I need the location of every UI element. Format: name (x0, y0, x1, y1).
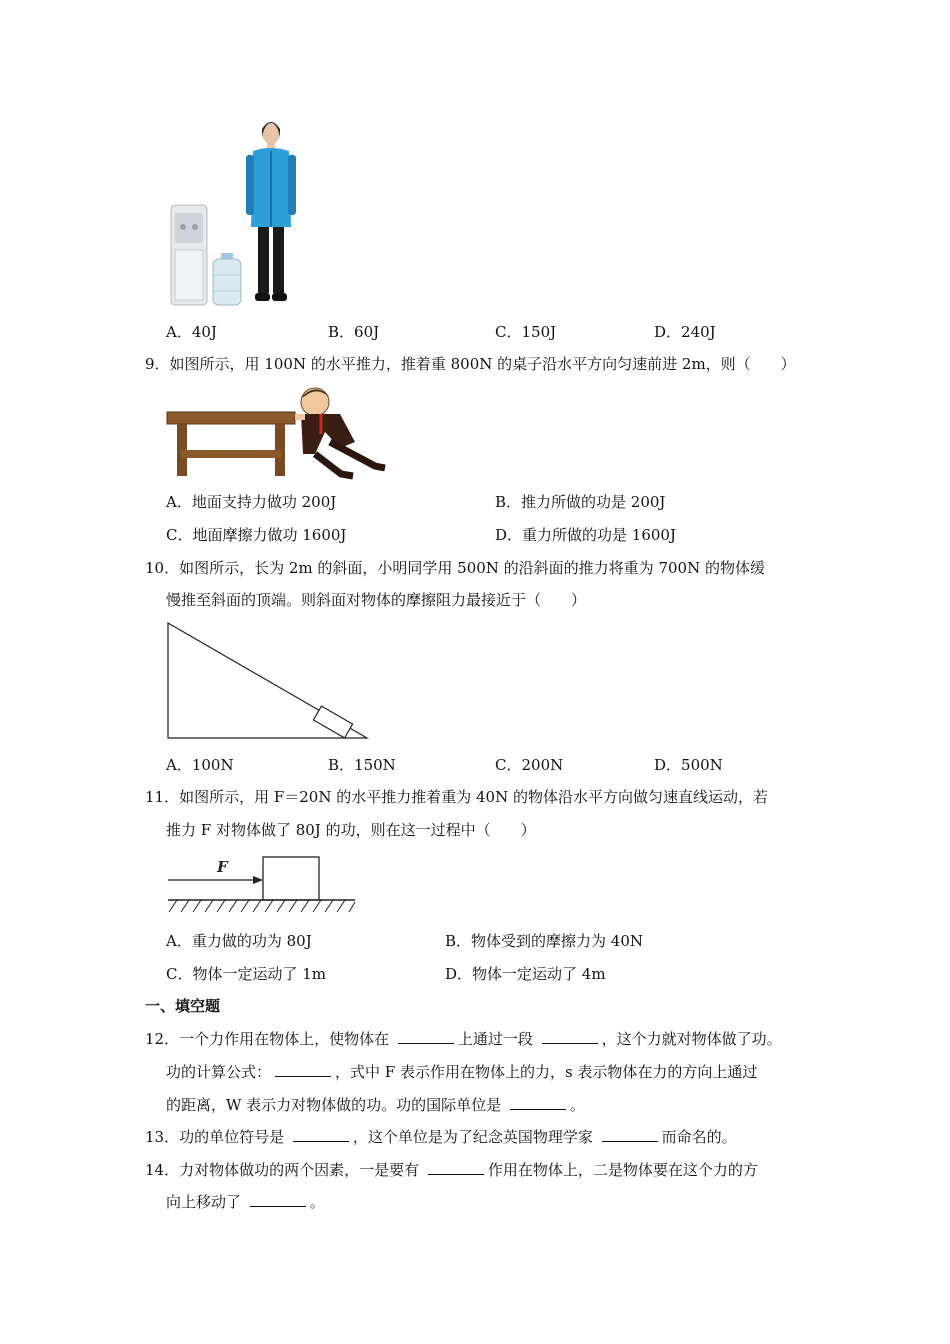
q14-blank-1[interactable] (428, 1160, 484, 1175)
q10-incline-figure (165, 620, 375, 745)
q13-line: 13．功的单位符号是 ，这个单位是为了纪念英国物理学家 而命名的。 (145, 1128, 737, 1146)
q10-option-b: B．150N (328, 756, 396, 774)
water-bottle-image (213, 253, 241, 305)
pushing-man-image (295, 388, 385, 476)
q12-line1: 12．一个力作用在物体上，使物体在 上通过一段 ，这个力就对物体做了功。 (145, 1030, 782, 1048)
q11-force-figure (165, 852, 360, 920)
table-image (167, 412, 295, 476)
q10-option-a: A．100N (166, 756, 234, 774)
q12-line2: 功的计算公式： ，式中 F 表示作用在物体上的力，s 表示物体在力的方向上通过 (166, 1063, 758, 1081)
q14-line1: 14．力对物体做功的两个因素，一是要有 作用在物体上，二是物体要在这个力的方 (145, 1161, 758, 1179)
q9-figure (165, 384, 387, 480)
water-dispenser-image (171, 205, 207, 305)
q11-option-c: C．物体一定运动了 1m (166, 965, 327, 983)
q11-question-line1: 11．如图所示，用 F＝20N 的水平推力推着重为 40N 的物体沿水平方向做匀速直线运动，若 (145, 788, 768, 806)
block-on-incline (313, 706, 352, 738)
q11-question-line2: 推力 F 对物体做了 80J 的功，则在这一过程中（ ） (166, 821, 536, 839)
q8-option-b: B．60J (328, 323, 380, 341)
q9-question: 9．如图所示，用 100N 的水平推力，推着重 800N 的桌子沿水平方向匀速前进 2m，则（ ） (145, 355, 796, 373)
q11-option-d: D．物体一定运动了 4m (445, 965, 606, 983)
q12-blank-1[interactable] (398, 1029, 454, 1044)
q8-option-a: A．40J (166, 323, 217, 341)
q9-option-a: A．地面支持力做功 200J (166, 493, 337, 511)
q10-option-d: D．500N (654, 756, 723, 774)
q13-blank-1[interactable] (293, 1127, 349, 1142)
q10-option-c: C．200N (495, 756, 564, 774)
q11-option-b: B．物体受到的摩擦力为 40N (445, 932, 644, 950)
q12-blank-3[interactable] (275, 1062, 331, 1077)
q9-option-d: D．重力所做的功是 1600J (495, 526, 676, 544)
person-image (246, 122, 296, 301)
q9-option-b: B．推力所做的功是 200J (495, 493, 666, 511)
section-title: 一、填空题 (145, 997, 221, 1015)
q12-line3: 的距离，W 表示力对物体做的功。功的国际单位是 。 (166, 1096, 585, 1114)
q10-question-line2: 慢推至斜面的顶端。则斜面对物体的摩擦阻力最接近于（ ） (166, 591, 587, 609)
q11-option-a: A．重力做的功为 80J (166, 932, 312, 950)
q12-blank-4[interactable] (510, 1095, 566, 1110)
force-label: F (217, 858, 228, 876)
q9-option-c: C．地面摩擦力做功 1600J (166, 526, 347, 544)
q14-line2: 向上移动了 。 (166, 1193, 325, 1211)
q8-option-c: C．150J (495, 323, 557, 341)
q14-blank-2[interactable] (250, 1192, 306, 1207)
q10-question-line1: 10．如图所示，长为 2m 的斜面，小明同学用 500N 的沿斜面的推力将重为 700N 的物体缓 (145, 559, 765, 577)
q12-blank-2[interactable] (542, 1029, 598, 1044)
q13-blank-2[interactable] (602, 1127, 658, 1142)
q8-option-d: D．240J (654, 323, 716, 341)
q8-figure (165, 115, 305, 310)
